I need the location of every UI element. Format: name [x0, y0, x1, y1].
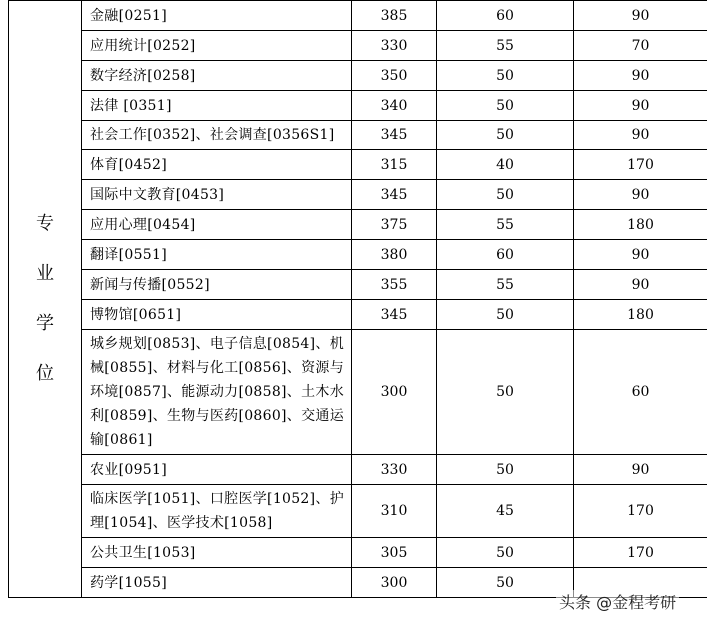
score-cell-c1: 330	[352, 31, 437, 61]
category-char: 专	[36, 213, 54, 234]
program-name-cell: 社会工作[0352]、社会调查[0356S1]	[82, 121, 352, 150]
category-char: 位	[36, 363, 54, 384]
table-row	[9, 121, 707, 150]
score-cell-c2: 50	[437, 121, 574, 150]
score-cell-c3: 70	[574, 31, 707, 61]
score-cell-c3: 90	[574, 121, 707, 150]
score-cell-c2: 50	[437, 455, 574, 485]
program-name-cell: 体育[0452]	[82, 150, 352, 180]
score-cell-c1: 375	[352, 210, 437, 240]
program-name-cell: 数字经济[0258]	[82, 61, 352, 91]
program-name-cell: 法律 [0351]	[82, 91, 352, 121]
score-cell-c3: 90	[574, 61, 707, 91]
table-row	[9, 455, 707, 485]
score-cell-c3: 180	[574, 210, 707, 240]
program-name-cell: 药学[1055]	[82, 568, 352, 598]
table-row	[9, 300, 707, 330]
score-cell-c3: 60	[574, 330, 707, 455]
score-cell-c1: 300	[352, 568, 437, 598]
score-cell-c2: 50	[437, 91, 574, 121]
score-cell-c1: 345	[352, 121, 437, 150]
category-char: 业	[36, 263, 54, 284]
watermark: 头条 @金程考研	[556, 590, 679, 613]
score-cell-c2: 50	[437, 300, 574, 330]
score-cell-c2: 50	[437, 180, 574, 210]
table-row	[9, 150, 707, 180]
category-cell	[9, 1, 82, 598]
score-cell-c3: 90	[574, 180, 707, 210]
score-cell-c2: 50	[437, 61, 574, 91]
program-name-cell: 农业[0951]	[82, 455, 352, 485]
program-name-cell: 新闻与传播[0552]	[82, 270, 352, 300]
score-cell-c1: 345	[352, 180, 437, 210]
score-cell-c2: 50	[437, 538, 574, 568]
score-cell-c2: 40	[437, 150, 574, 180]
score-cell-c2: 55	[437, 210, 574, 240]
table-row	[9, 240, 707, 270]
score-cell-c1: 330	[352, 455, 437, 485]
score-cell-c2: 50	[437, 330, 574, 455]
table-row	[9, 485, 707, 538]
score-cell-c3: 90	[574, 1, 707, 31]
score-cell-c1: 305	[352, 538, 437, 568]
table-row	[9, 330, 707, 455]
program-name-cell: 翻译[0551]	[82, 240, 352, 270]
score-cell-c3: 170	[574, 150, 707, 180]
score-table	[8, 0, 707, 598]
score-cell-c1: 345	[352, 300, 437, 330]
table-row	[9, 270, 707, 300]
score-cell-c1: 350	[352, 61, 437, 91]
score-cell-c1: 310	[352, 485, 437, 538]
score-cell-c1: 385	[352, 1, 437, 31]
table-row	[9, 210, 707, 240]
program-name-cell: 临床医学[1051]、口腔医学[1052]、护理[1054]、医学技术[1058]	[82, 485, 352, 538]
score-cell-c3: 90	[574, 240, 707, 270]
score-cell-c1: 355	[352, 270, 437, 300]
score-cell-c2: 55	[437, 270, 574, 300]
program-name-cell: 公共卫生[1053]	[82, 538, 352, 568]
score-cell-c2: 50	[437, 568, 574, 598]
score-cell-c3: 90	[574, 455, 707, 485]
program-name-cell: 应用统计[0252]	[82, 31, 352, 61]
program-name-cell: 应用心理[0454]	[82, 210, 352, 240]
score-cell-c3: 170	[574, 485, 707, 538]
score-cell-c2: 55	[437, 31, 574, 61]
table-row	[9, 31, 707, 61]
program-name-cell: 博物馆[0651]	[82, 300, 352, 330]
table-row	[9, 538, 707, 568]
program-name-cell: 城乡规划[0853]、电子信息[0854]、机械[0855]、材料与化工[0856]、资源与环境[0857]、能源动力[0858]、土木水利[0859]、生物与医药[0860]、交通运输[0861]	[82, 330, 352, 455]
score-cell-c2: 45	[437, 485, 574, 538]
program-name-cell: 国际中文教育[0453]	[82, 180, 352, 210]
score-cell-c2: 60	[437, 1, 574, 31]
table-row	[9, 61, 707, 91]
table-row	[9, 91, 707, 121]
table-row	[9, 180, 707, 210]
score-cell-c3: 180	[574, 300, 707, 330]
category-char: 学	[36, 313, 54, 334]
score-cell-c3: 90	[574, 270, 707, 300]
score-cell-c3: 90	[574, 91, 707, 121]
score-cell-c1: 340	[352, 91, 437, 121]
score-cell-c1: 300	[352, 330, 437, 455]
score-cell-c1: 315	[352, 150, 437, 180]
table-row	[9, 1, 707, 31]
score-cell-c3: 170	[574, 538, 707, 568]
score-cell-c2: 60	[437, 240, 574, 270]
program-name-cell: 金融[0251]	[82, 1, 352, 31]
score-cell-c1: 380	[352, 240, 437, 270]
